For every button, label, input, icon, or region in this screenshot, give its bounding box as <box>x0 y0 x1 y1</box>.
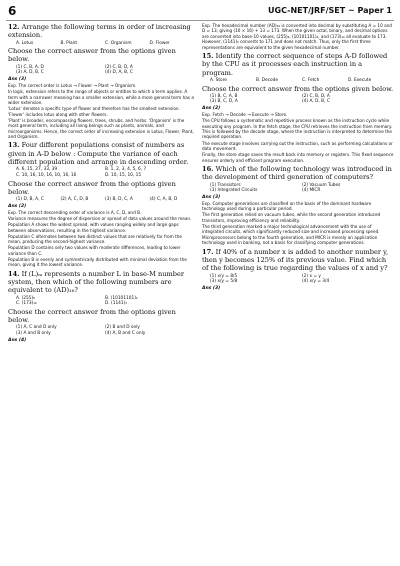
answer-label: Ans (3) <box>8 76 27 82</box>
term: C. Organism <box>105 40 132 46</box>
term: B. Decode <box>256 77 278 83</box>
explanation-para: Exp. Computer generations are classified on the basis of the dominant hardware technology used during a particular period. <box>202 200 372 212</box>
option: (2) Vacuum Tubes <box>302 182 341 188</box>
population: C. 10, 16, 10, 16, 10, 16, 16 <box>16 172 77 178</box>
explanation <box>8 210 194 268</box>
option: (1) A, C and D only <box>16 325 57 331</box>
explanation-para: Exp. Fetch → Decode → Execute → Store. <box>202 112 288 117</box>
term-list <box>210 78 394 84</box>
answer-label: Ans (2) <box>8 203 27 209</box>
option: (4) D, A, B, C <box>105 70 133 76</box>
header-rule <box>6 20 394 21</box>
question-stem: If 40% of a number x is added to another number y, then y becomes 125% of its previous value. Find which of the following is true regarding the values of x and y? <box>202 247 389 273</box>
question-number: 16. <box>202 165 214 174</box>
number-item: A. (255)₈ <box>16 295 35 301</box>
explanation-para: Exp. The hexadecimal number (AD)₁₆ is converted into decimal by substituting A = 10 and D = 13, giving (10 × 16) + 13 = 173. When the given octal, binary, and decimal options are converted into base-10 values, (255)₈, (10101101)₂, and (173)₁₀ all evaluate to 173. However, (1141)₅ converts to 171 and does not match. Thus, only the first three representations are equivalent to the given hexadecimal number. <box>202 23 392 50</box>
explanation <box>8 83 194 139</box>
term: A. Lotus <box>16 40 34 46</box>
population-list <box>16 167 194 178</box>
question-number: 17. <box>202 247 214 256</box>
option: (2) A, C, D, B <box>60 197 89 203</box>
number-item: B. (10101101)₂ <box>105 295 138 301</box>
question-stem: Arrange the following terms in order of increasing extension. <box>8 23 191 40</box>
answer-label: Ans (2) <box>202 106 221 111</box>
option-list <box>16 65 194 76</box>
explanation-para: Finally, the store stage saves the result back into memory or registers. This fixed sequence ensures orderly and efficient program execution. <box>202 152 394 163</box>
term: C. Fetch <box>302 77 320 83</box>
page-header <box>8 4 392 20</box>
question-stem: Four different populations consist of numbers as given in A-D below : Compute the variance of each different population and arrange in descending order. <box>8 141 189 167</box>
option-list <box>210 274 394 285</box>
explanation-para: Population D contains only two values with moderate differences, leading to lower variance than C. <box>8 245 181 256</box>
option: (2) B and D only <box>105 325 140 331</box>
term: D. Execute <box>348 77 372 83</box>
population: D. 10, 15, 10, 15 <box>105 172 142 178</box>
option: (1) C, B, A, D <box>16 64 44 70</box>
option-list <box>16 325 194 336</box>
number-item: C. (173)₁₀ <box>16 301 37 307</box>
question-number: 12. <box>8 23 20 31</box>
question-16 <box>202 165 394 182</box>
term: B. Plant <box>60 40 78 46</box>
left-column <box>8 23 194 563</box>
option: (4) A, D, B, C <box>302 99 330 105</box>
option: (3) x/y = 5/8 <box>210 279 238 285</box>
page-title: UGC-NET/JRF/SET ~ Paper 1 <box>268 6 392 15</box>
option: (1) D, B, A, C <box>16 197 44 203</box>
question-15 <box>202 52 394 77</box>
option: (2) x = y <box>302 273 321 279</box>
explanation <box>202 112 394 163</box>
explanation <box>202 201 394 246</box>
explanation <box>202 23 394 50</box>
choose-instruction: Choose the correct answer from the options given below. <box>202 84 394 93</box>
option: (3) A and B only <box>16 331 51 336</box>
option: (3) Integrated Circuits <box>210 188 258 194</box>
number-list <box>16 296 194 307</box>
page-number: 6 <box>8 4 17 18</box>
option: (1) x/y = 8/5 <box>210 273 238 279</box>
question-number: 14. <box>8 269 20 278</box>
option-list <box>210 183 394 194</box>
option: (1) B, C, A, B <box>210 93 238 99</box>
explanation-para: Exp. The correct order is Lotus → Flower → Plant → Organism. <box>8 82 137 88</box>
question-stem: Identify the correct sequence of steps A-D followed by the CPU as it processes each instruction in a program. <box>202 52 388 77</box>
question-number: 15. <box>202 52 214 61</box>
question-12 <box>8 23 194 40</box>
choose-instruction: Choose the correct answer from the options given below. <box>8 47 176 64</box>
explanation-para: 'Plant' is broader, encompassing flowers, trees, shrubs, and herbs. 'Organism' is the most general term, including all living beings such as plants, animals, and microorganisms. Hence, the correct order of increasing extension is Lotus, Flower, Plant, and Organism. <box>8 117 194 140</box>
question-13 <box>8 141 194 166</box>
option: (4) x/y = 3/4 <box>302 279 330 285</box>
explanation-para: Variance measures the degree of dispersion or spread of data values around the mean. <box>8 215 192 221</box>
option: (3) B, D, C, A <box>105 197 133 203</box>
term-list <box>16 41 194 47</box>
explanation-para: Population C alternates between two distinct values that are relatively far from the mean, producing the second-highest variance. <box>8 233 182 245</box>
explanation-para: The execute stage involves carrying out the instruction, such as performing calculations or data movement. <box>202 140 393 152</box>
term: A. Store <box>210 77 227 83</box>
option: (4) A, B and C only <box>105 331 146 336</box>
question-17 <box>202 248 394 273</box>
explanation-para: Population A shows the widest spread, with values ranging widely and large gaps between observations, resulting in the highest variance. <box>8 222 179 233</box>
explanation-para: The first generation relied on vacuum tubes, while the second generation introduced transistors, improving efficiency and reliability. <box>202 212 381 223</box>
explanation-para: The CPU follows a systematic and repetitive process known as the instruction cycle while executing any program. In the fetch stage, the CPU retrieves the instruction from memory. This is followed by the decode stage, where the instruction is interpreted to determine the required operation. <box>202 118 393 140</box>
answer-label: Ans (4) <box>8 337 27 343</box>
explanation-para: Exp. The correct descending order of variance is A, C, D, and B. <box>8 209 142 215</box>
choose-instruction: Choose the correct answer from the options given below. <box>8 179 176 196</box>
answer-label: Ans (3) <box>202 285 221 291</box>
explanation-para: Population B is evenly and symmetrically distributed with minimal deviation from the mean, giving it the lowest variance. <box>8 256 187 268</box>
population: B. 1, 2, 3, 4, 5, 6, 7 <box>105 167 147 173</box>
choose-instruction: Choose the correct answer from the options given below. <box>8 307 176 325</box>
option: (4) C, A, B, D <box>149 197 178 203</box>
option: (1) Transistors <box>210 182 241 188</box>
option: (4) MICR <box>302 188 321 194</box>
option: (3) B, C, D, A <box>210 99 238 105</box>
right-column <box>202 23 394 563</box>
explanation-para: In logic, extension refers to the range of objects or entities to which a term applies. A term with a narrower meaning has a smaller extension, while a more general term has a wider extension. <box>8 89 194 105</box>
explanation-para: 'Lotus' denotes a specific type of flower and therefore has the smallest extension. 'Flower' includes lotus along with other flowers. <box>8 106 180 117</box>
question-14 <box>8 270 194 295</box>
answer-label: Ans (3) <box>202 194 221 200</box>
number-item: D. (1141)₅ <box>105 301 128 307</box>
option-list <box>210 94 394 105</box>
term: D. Flower <box>149 40 170 46</box>
question-stem: If (L)ₘ represents a number L in base-M number system, then which of the following numbers are equivalent to (AD)₁₆? <box>8 269 184 295</box>
option-list <box>16 197 194 203</box>
option: (2) C, B, D, A <box>302 93 330 99</box>
option: (3) A, D, B, C <box>16 70 44 76</box>
explanation-para: The third generation marked a major technological advancement with the use of integrated circuits, which significantly reduced size and increased processing speed. Microprocessors belong to the fourth generation, and MICR is merely an application technology used in banking, not a basis for classifying computer generations. <box>202 224 380 246</box>
option: (2) C, B, D, A <box>105 64 133 70</box>
population: A. 6, 15, 27, 33, 39 <box>16 167 58 173</box>
question-stem: Which of the following technology was introduced in the development of third generation of computers? <box>202 165 392 182</box>
question-number: 13. <box>8 141 20 150</box>
